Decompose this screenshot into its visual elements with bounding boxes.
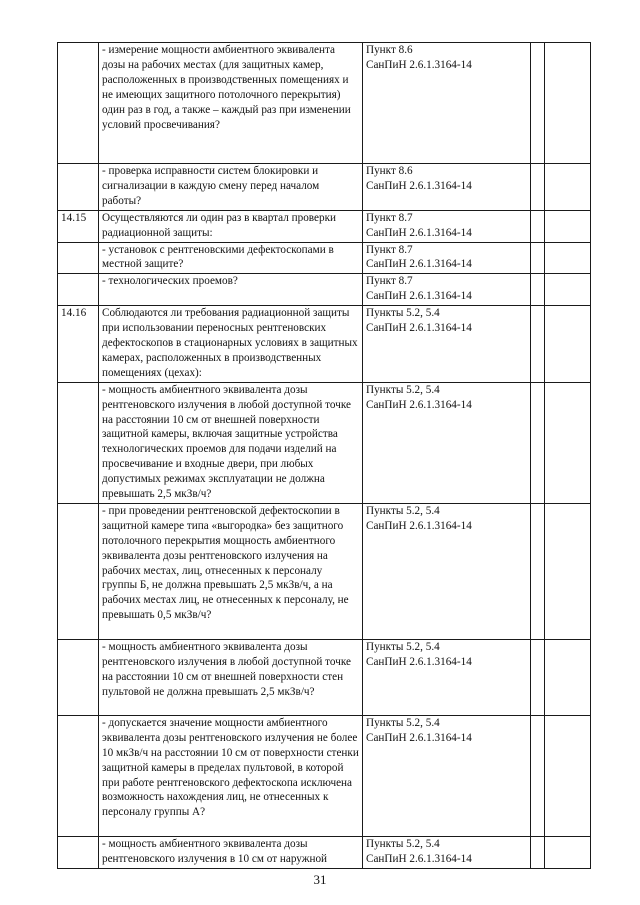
question-text: Осуществляются ли один раз в квартал проверки радиационной защиты:	[99, 210, 363, 242]
item-number	[58, 164, 99, 211]
legal-reference: Пункты 5.2, 5.4 СанПиН 2.6.1.3164-14	[363, 503, 531, 639]
legal-reference: Пункт 8.7 СанПиН 2.6.1.3164-14	[363, 210, 531, 242]
item-number	[58, 43, 99, 164]
note-cell	[545, 43, 591, 164]
question-text: - допускается значение мощности амбиентного эквивалента дозы рентгеновского излучения не более 10 мкЗв/ч на расстоянии 10 см от поверхности стенки защитной камеры в пределах пультовой, в которой при работе рентгеновского дефектоскопа исключена возможность нахождения лиц, не отнесенных к персоналу группы А?	[99, 715, 363, 836]
item-number	[58, 242, 99, 274]
table-row	[58, 382, 591, 503]
legal-reference: Пункты 5.2, 5.4 СанПиН 2.6.1.3164-14	[363, 715, 531, 836]
answer-cell	[531, 43, 545, 164]
note-cell	[545, 164, 591, 211]
note-cell	[545, 639, 591, 715]
note-cell	[545, 242, 591, 274]
legal-reference: Пункты 5.2, 5.4 СанПиН 2.6.1.3164-14	[363, 639, 531, 715]
question-text: - мощность амбиентного эквивалента дозы рентгеновского излучения в любой доступной точке на расстоянии 10 см от внешней поверхности стен пультовой не должна превышать 2,5 мкЗв/ч?	[99, 639, 363, 715]
table-row	[58, 43, 591, 164]
note-cell	[545, 306, 591, 383]
answer-cell	[531, 503, 545, 639]
question-text: - мощность амбиентного эквивалента дозы рентгеновского излучения в любой доступной точке на расстоянии 10 см от внешней поверхности защитной камеры, включая защитные устройства технологических проемов для подачи изделий на просвечивание и входные двери, при любых допустимых режимах эксплуатации не должна превышать 2,5 мкЗв/ч?	[99, 382, 363, 503]
item-number	[58, 836, 99, 868]
table-row	[58, 306, 591, 383]
answer-cell	[531, 715, 545, 836]
question-text: - при проведении рентгеновской дефектоскопии в защитной камере типа «выгородка» без защитного потолочного перекрытия мощность амбиентного эквивалента дозы рентгеновского излучения на рабочих местах, лиц, отнесенных к персоналу группы Б, не должна превышать 2,5 мкЗв/ч, а на рабочих местах лиц, не отнесенных к персоналу, не превышать 0,5 мкЗв/ч?	[99, 503, 363, 639]
legal-reference: Пункт 8.6 СанПиН 2.6.1.3164-14	[363, 43, 531, 164]
table-row	[58, 164, 591, 211]
note-cell	[545, 836, 591, 868]
note-cell	[545, 274, 591, 306]
question-text: - установок с рентгеновскими дефектоскопами в местной защите?	[99, 242, 363, 274]
item-number	[58, 503, 99, 639]
table-row	[58, 836, 591, 868]
answer-cell	[531, 210, 545, 242]
answer-cell	[531, 639, 545, 715]
note-cell	[545, 382, 591, 503]
legal-reference: Пункт 8.7 СанПиН 2.6.1.3164-14	[363, 274, 531, 306]
table-row	[58, 639, 591, 715]
item-number	[58, 382, 99, 503]
answer-cell	[531, 164, 545, 211]
page-number: 31	[313, 872, 327, 887]
item-number	[58, 274, 99, 306]
table-row	[58, 503, 591, 639]
table-row	[58, 242, 591, 274]
note-cell	[545, 715, 591, 836]
answer-cell	[531, 382, 545, 503]
legal-reference: Пункты 5.2, 5.4 СанПиН 2.6.1.3164-14	[363, 836, 531, 868]
checklist-body	[58, 43, 591, 869]
table-row	[58, 210, 591, 242]
item-number	[58, 715, 99, 836]
note-cell	[545, 503, 591, 639]
legal-reference: Пункты 5.2, 5.4 СанПиН 2.6.1.3164-14	[363, 382, 531, 503]
item-number: 14.15	[58, 210, 99, 242]
note-cell	[545, 210, 591, 242]
question-text: - мощность амбиентного эквивалента дозы рентгеновского излучения в 10 см от наружной	[99, 836, 363, 868]
checklist-table	[57, 42, 591, 869]
answer-cell	[531, 242, 545, 274]
question-text: - проверка исправности систем блокировки и сигнализации в каждую смену перед началом работы?	[99, 164, 363, 211]
table-row	[58, 274, 591, 306]
answer-cell	[531, 274, 545, 306]
answer-cell	[531, 836, 545, 868]
question-text: Соблюдаются ли требования радиационной защиты при использовании переносных рентгеновских дефектоскопов в стационарных условиях в защитных камерах, расположенных в производственных помещениях (цехах):	[99, 306, 363, 383]
table-row	[58, 715, 591, 836]
answer-cell	[531, 306, 545, 383]
item-number: 14.16	[58, 306, 99, 383]
question-text: - технологических проемов?	[99, 274, 363, 306]
legal-reference: Пункт 8.7 СанПиН 2.6.1.3164-14	[363, 242, 531, 274]
item-number	[58, 639, 99, 715]
legal-reference: Пункты 5.2, 5.4 СанПиН 2.6.1.3164-14	[363, 306, 531, 383]
legal-reference: Пункт 8.6 СанПиН 2.6.1.3164-14	[363, 164, 531, 211]
question-text: - измерение мощности амбиентного эквивалента дозы на рабочих местах (для защитных камер, расположенных в производственных помещениях и не имеющих защитного потолочного перекрытия) один раз в год, а также – каждый раз при изменении условий просвечивания?	[99, 43, 363, 164]
